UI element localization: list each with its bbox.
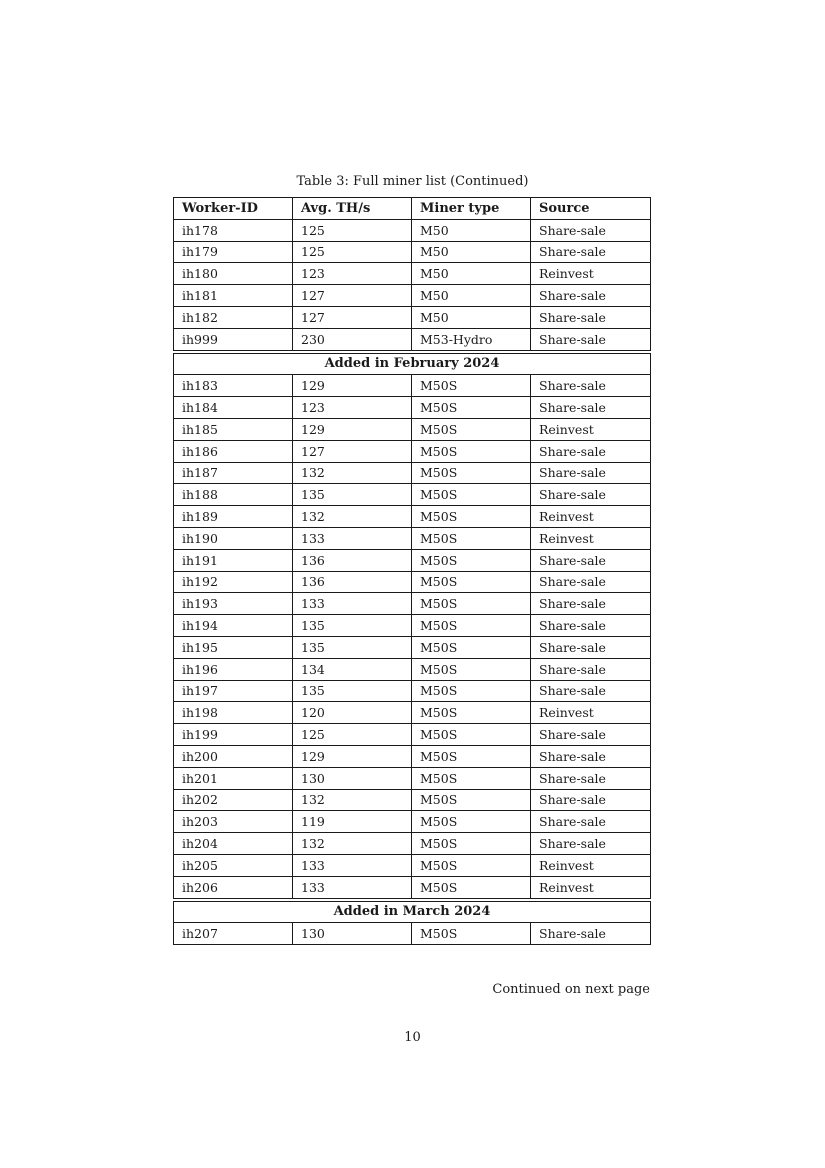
- cell-worker-id: ih193: [174, 593, 293, 615]
- table-row: [174, 241, 651, 263]
- column-header-miner-type: Miner type: [412, 198, 531, 220]
- cell-worker-id: ih195: [174, 636, 293, 658]
- miner-table-container: [173, 197, 650, 945]
- table-row: [174, 658, 651, 680]
- cell-worker-id: ih207: [174, 923, 293, 945]
- cell-source: Share-sale: [531, 767, 651, 789]
- cell-miner-type: M50S: [412, 506, 531, 528]
- cell-miner-type: M50S: [412, 833, 531, 855]
- cell-miner-type: M50S: [412, 484, 531, 506]
- table-row: [174, 767, 651, 789]
- table-row: [174, 306, 651, 328]
- cell-avg-ths: 130: [293, 767, 412, 789]
- cell-worker-id: ih192: [174, 571, 293, 593]
- cell-source: Share-sale: [531, 923, 651, 945]
- table-row: [174, 440, 651, 462]
- column-header-source: Source: [531, 198, 651, 220]
- cell-miner-type: M50S: [412, 375, 531, 397]
- table-row: [174, 375, 651, 397]
- cell-avg-ths: 130: [293, 923, 412, 945]
- cell-avg-ths: 125: [293, 219, 412, 241]
- table-row: [174, 680, 651, 702]
- table-body: [174, 219, 651, 944]
- cell-miner-type: M50: [412, 219, 531, 241]
- cell-avg-ths: 135: [293, 636, 412, 658]
- cell-avg-ths: 136: [293, 571, 412, 593]
- table-header-row: [174, 198, 651, 220]
- cell-avg-ths: 133: [293, 876, 412, 898]
- cell-miner-type: M50S: [412, 397, 531, 419]
- table-row: [174, 745, 651, 767]
- section-heading: Added in February 2024: [174, 353, 651, 375]
- table-row: [174, 789, 651, 811]
- cell-avg-ths: 135: [293, 484, 412, 506]
- cell-worker-id: ih203: [174, 811, 293, 833]
- cell-avg-ths: 133: [293, 527, 412, 549]
- cell-source: Share-sale: [531, 306, 651, 328]
- cell-avg-ths: 127: [293, 440, 412, 462]
- table-row: [174, 702, 651, 724]
- cell-miner-type: M50S: [412, 876, 531, 898]
- cell-worker-id: ih197: [174, 680, 293, 702]
- table-row: [174, 462, 651, 484]
- cell-miner-type: M50S: [412, 680, 531, 702]
- cell-miner-type: M50S: [412, 811, 531, 833]
- section-heading: Added in March 2024: [174, 901, 651, 923]
- table-row: [174, 506, 651, 528]
- cell-worker-id: ih194: [174, 615, 293, 637]
- table-row: [174, 549, 651, 571]
- cell-avg-ths: 129: [293, 375, 412, 397]
- cell-source: Share-sale: [531, 484, 651, 506]
- cell-worker-id: ih188: [174, 484, 293, 506]
- cell-avg-ths: 120: [293, 702, 412, 724]
- cell-worker-id: ih189: [174, 506, 293, 528]
- cell-miner-type: M50S: [412, 702, 531, 724]
- cell-source: Share-sale: [531, 680, 651, 702]
- cell-source: Share-sale: [531, 241, 651, 263]
- cell-avg-ths: 136: [293, 549, 412, 571]
- cell-worker-id: ih205: [174, 854, 293, 876]
- cell-avg-ths: 125: [293, 241, 412, 263]
- cell-source: Share-sale: [531, 571, 651, 593]
- table-row: [174, 854, 651, 876]
- cell-source: Share-sale: [531, 745, 651, 767]
- cell-miner-type: M50S: [412, 923, 531, 945]
- cell-miner-type: M50S: [412, 854, 531, 876]
- cell-avg-ths: 119: [293, 811, 412, 833]
- cell-miner-type: M50: [412, 263, 531, 285]
- miner-table: [173, 197, 651, 945]
- cell-worker-id: ih204: [174, 833, 293, 855]
- cell-source: Share-sale: [531, 658, 651, 680]
- cell-miner-type: M50S: [412, 571, 531, 593]
- cell-avg-ths: 133: [293, 854, 412, 876]
- table-row: [174, 615, 651, 637]
- cell-worker-id: ih178: [174, 219, 293, 241]
- column-header-avg-ths: Avg. TH/s: [293, 198, 412, 220]
- cell-miner-type: M50S: [412, 615, 531, 637]
- cell-worker-id: ih999: [174, 328, 293, 350]
- cell-worker-id: ih191: [174, 549, 293, 571]
- cell-miner-type: M50S: [412, 462, 531, 484]
- cell-miner-type: M50S: [412, 527, 531, 549]
- table-row: [174, 571, 651, 593]
- cell-source: Reinvest: [531, 702, 651, 724]
- cell-avg-ths: 129: [293, 745, 412, 767]
- cell-source: Share-sale: [531, 789, 651, 811]
- cell-worker-id: ih200: [174, 745, 293, 767]
- table-row: [174, 833, 651, 855]
- cell-avg-ths: 127: [293, 306, 412, 328]
- cell-miner-type: M53-Hydro: [412, 328, 531, 350]
- cell-avg-ths: 129: [293, 418, 412, 440]
- table-row: [174, 724, 651, 746]
- table-row: [174, 811, 651, 833]
- cell-miner-type: M50S: [412, 636, 531, 658]
- section-heading-row: [174, 901, 651, 923]
- cell-source: Reinvest: [531, 506, 651, 528]
- cell-avg-ths: 123: [293, 263, 412, 285]
- cell-source: Reinvest: [531, 263, 651, 285]
- table-row: [174, 263, 651, 285]
- cell-miner-type: M50S: [412, 418, 531, 440]
- cell-miner-type: M50S: [412, 789, 531, 811]
- cell-source: Share-sale: [531, 593, 651, 615]
- section-heading-row: [174, 353, 651, 375]
- table-row: [174, 636, 651, 658]
- table-row: [174, 285, 651, 307]
- cell-source: Share-sale: [531, 549, 651, 571]
- cell-source: Share-sale: [531, 219, 651, 241]
- cell-avg-ths: 230: [293, 328, 412, 350]
- cell-worker-id: ih187: [174, 462, 293, 484]
- cell-miner-type: M50S: [412, 767, 531, 789]
- cell-source: Share-sale: [531, 285, 651, 307]
- cell-avg-ths: 123: [293, 397, 412, 419]
- cell-miner-type: M50S: [412, 549, 531, 571]
- table-row: [174, 418, 651, 440]
- cell-worker-id: ih184: [174, 397, 293, 419]
- cell-worker-id: ih180: [174, 263, 293, 285]
- table-row: [174, 219, 651, 241]
- table-row: [174, 527, 651, 549]
- cell-source: Share-sale: [531, 615, 651, 637]
- cell-source: Share-sale: [531, 397, 651, 419]
- page-number: 10: [404, 1030, 421, 1045]
- cell-worker-id: ih198: [174, 702, 293, 724]
- cell-avg-ths: 132: [293, 462, 412, 484]
- cell-worker-id: ih185: [174, 418, 293, 440]
- cell-worker-id: ih201: [174, 767, 293, 789]
- cell-worker-id: ih202: [174, 789, 293, 811]
- column-header-worker-id: Worker-ID: [174, 198, 293, 220]
- cell-avg-ths: 134: [293, 658, 412, 680]
- cell-source: Share-sale: [531, 462, 651, 484]
- cell-source: Share-sale: [531, 833, 651, 855]
- cell-worker-id: ih179: [174, 241, 293, 263]
- cell-avg-ths: 127: [293, 285, 412, 307]
- cell-miner-type: M50: [412, 241, 531, 263]
- table-caption: Table 3: Full miner list (Continued): [296, 174, 529, 189]
- cell-miner-type: M50: [412, 306, 531, 328]
- table-row: [174, 876, 651, 898]
- table-row: [174, 484, 651, 506]
- cell-miner-type: M50S: [412, 745, 531, 767]
- cell-avg-ths: 133: [293, 593, 412, 615]
- cell-worker-id: ih190: [174, 527, 293, 549]
- cell-worker-id: ih183: [174, 375, 293, 397]
- cell-source: Share-sale: [531, 724, 651, 746]
- cell-worker-id: ih196: [174, 658, 293, 680]
- cell-source: Share-sale: [531, 375, 651, 397]
- cell-worker-id: ih186: [174, 440, 293, 462]
- cell-avg-ths: 132: [293, 833, 412, 855]
- cell-miner-type: M50S: [412, 593, 531, 615]
- cell-miner-type: M50S: [412, 658, 531, 680]
- cell-avg-ths: 135: [293, 680, 412, 702]
- cell-avg-ths: 135: [293, 615, 412, 637]
- table-row: [174, 397, 651, 419]
- cell-miner-type: M50S: [412, 724, 531, 746]
- cell-miner-type: M50: [412, 285, 531, 307]
- cell-source: Share-sale: [531, 328, 651, 350]
- cell-avg-ths: 125: [293, 724, 412, 746]
- continued-note: Continued on next page: [492, 982, 650, 997]
- table-row: [174, 593, 651, 615]
- cell-worker-id: ih206: [174, 876, 293, 898]
- cell-source: Share-sale: [531, 811, 651, 833]
- cell-avg-ths: 132: [293, 506, 412, 528]
- cell-source: Reinvest: [531, 418, 651, 440]
- cell-avg-ths: 132: [293, 789, 412, 811]
- cell-source: Reinvest: [531, 876, 651, 898]
- cell-worker-id: ih181: [174, 285, 293, 307]
- cell-source: Share-sale: [531, 440, 651, 462]
- table-row: [174, 328, 651, 350]
- cell-source: Reinvest: [531, 854, 651, 876]
- cell-worker-id: ih182: [174, 306, 293, 328]
- cell-source: Reinvest: [531, 527, 651, 549]
- cell-miner-type: M50S: [412, 440, 531, 462]
- table-row: [174, 923, 651, 945]
- cell-worker-id: ih199: [174, 724, 293, 746]
- cell-source: Share-sale: [531, 636, 651, 658]
